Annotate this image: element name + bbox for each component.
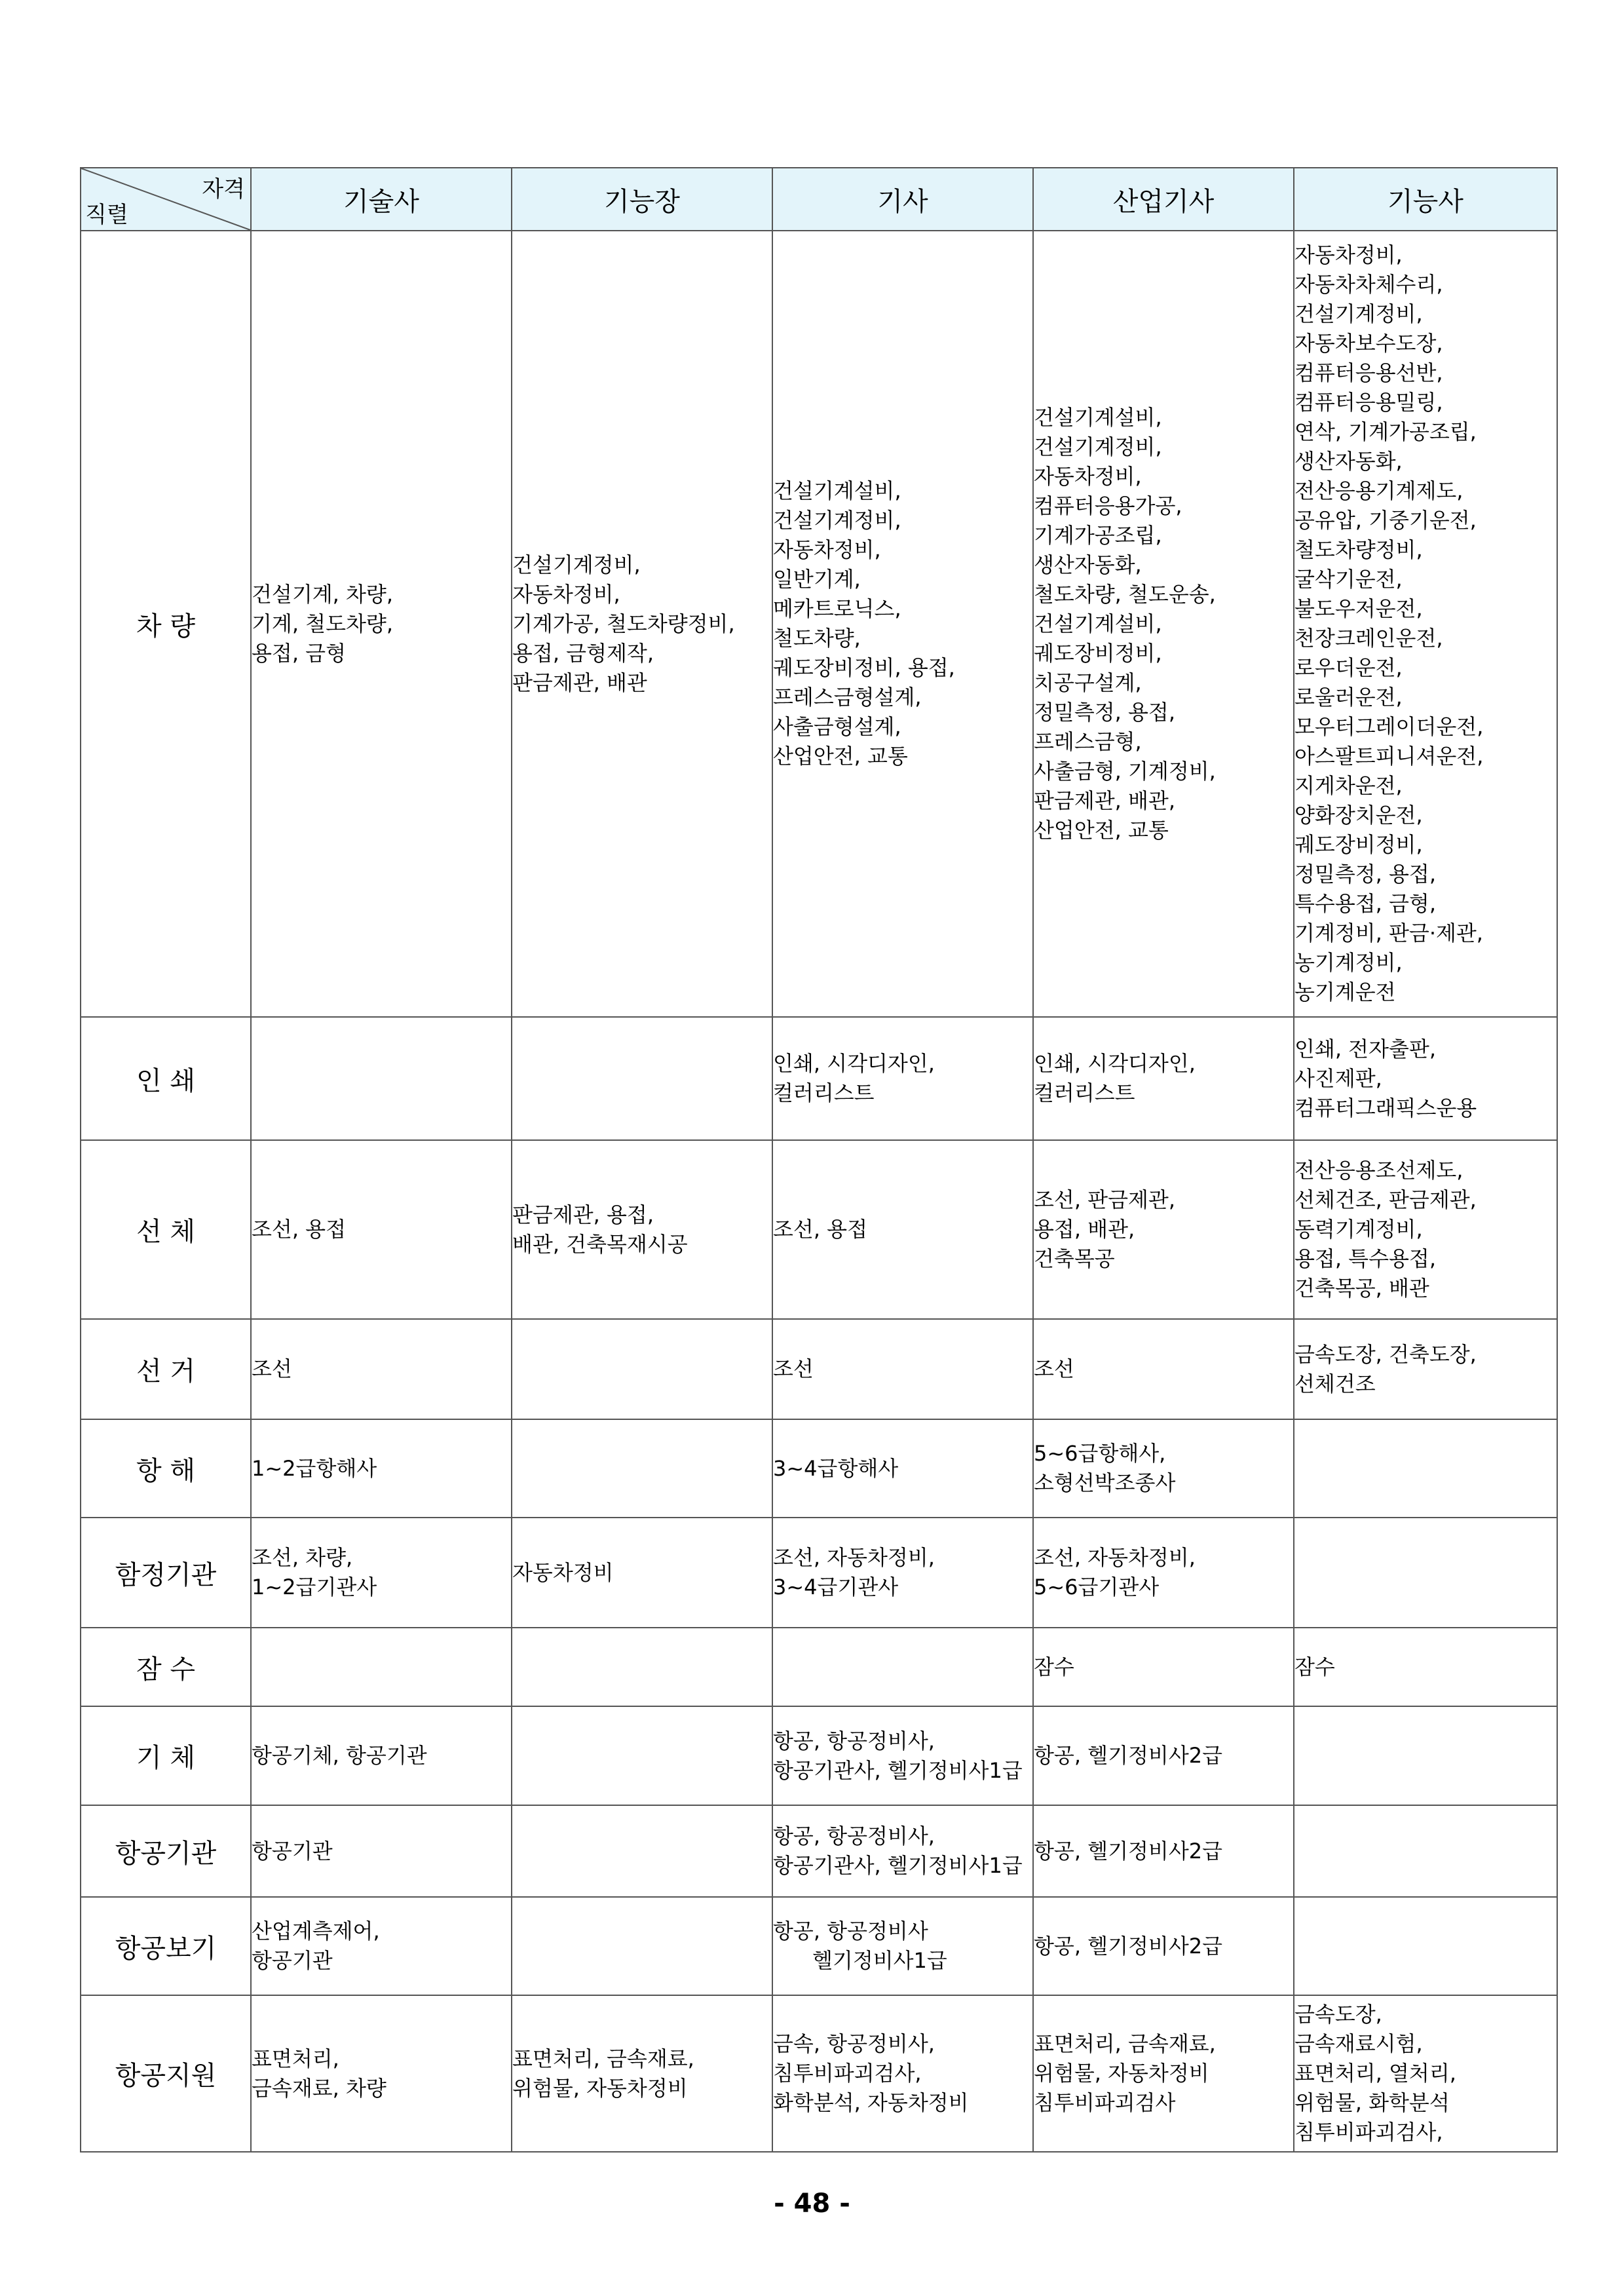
cell-line: 전산응용기계제도,: [1294, 478, 1463, 503]
cell-line: 컴퓨터그래픽스운용: [1294, 1095, 1477, 1120]
cell-line: 위험물, 화학분석: [1294, 2090, 1450, 2115]
qualification-table: [80, 167, 1558, 2152]
table-row: [81, 1140, 1557, 1319]
row-header: 항공기관: [81, 1805, 251, 1897]
cell-line: 금속도장,: [1294, 2002, 1382, 2027]
cell-line: 건설기계정비,: [512, 552, 641, 577]
cell-line: 조선, 판금제관,: [1034, 1187, 1175, 1212]
table-row: [81, 1897, 1557, 1995]
table-cell: [512, 1805, 772, 1897]
table-cell: [251, 1017, 512, 1140]
cell-line: 침투비파괴검사,: [1294, 2120, 1443, 2145]
cell-line: 사출금형, 기계정비,: [1034, 758, 1216, 784]
cell-line: 공유압, 기중기운전,: [1294, 508, 1477, 533]
table-cell: [512, 1419, 772, 1518]
row-header: 차 량: [81, 231, 251, 1017]
table-cell: [772, 231, 1033, 1017]
cell-line: 자동차정비,: [512, 581, 620, 607]
cell-line: 판금제관, 배관: [512, 670, 647, 695]
table-row: [81, 1805, 1557, 1897]
table-cell: [1294, 1805, 1557, 1897]
table-cell: [512, 1995, 772, 2152]
cell-line: 불도우저운전,: [1294, 596, 1423, 621]
table-cell: [1294, 1995, 1557, 2152]
cell-line: 정밀측정, 용접,: [1294, 862, 1436, 887]
table-row: [81, 231, 1557, 1017]
table-cell: [772, 1319, 1033, 1419]
header-row: [81, 168, 1557, 231]
table-row: [81, 1995, 1557, 2152]
cell-line: 지게차운전,: [1294, 773, 1403, 798]
cell-line: 연삭, 기계가공조립,: [1294, 419, 1477, 444]
table-cell: [1033, 1995, 1294, 2152]
cell-line: 배관, 건축목재시공: [512, 1231, 688, 1257]
cell-line: 위험물, 자동차정비: [512, 2075, 688, 2101]
cell-line: 생산자동화,: [1034, 552, 1142, 577]
cell-line: 건축목공, 배관: [1294, 1276, 1429, 1301]
cell-line: 조선: [252, 1356, 292, 1381]
table-cell: [772, 1628, 1033, 1706]
cell-line: 표면처리, 금속재료,: [1034, 2031, 1216, 2056]
column-header: 기술사: [251, 168, 512, 231]
cell-line: 궤도장비정비,: [1034, 640, 1162, 666]
cell-line: 건축목공: [1034, 1246, 1115, 1271]
table-cell: [251, 1706, 512, 1805]
cell-line: 컴퓨터응용가공,: [1034, 493, 1182, 518]
table-cell: [1294, 1706, 1557, 1805]
cell-line: 3~4급항해사: [773, 1455, 899, 1481]
cell-line: 5~6급기관사: [1034, 1575, 1160, 1599]
cell-line: 조선: [773, 1356, 814, 1381]
cell-line: 인쇄, 시각디자인,: [1034, 1051, 1196, 1076]
cell-line: 인쇄, 전자출판,: [1294, 1036, 1436, 1062]
cell-line: 항공, 헬기정비사2급: [1034, 1933, 1222, 1959]
cell-line: 전산응용조선제도,: [1294, 1158, 1463, 1183]
cell-line: 잠수: [1034, 1654, 1074, 1679]
cell-line: 양화장치운전,: [1294, 803, 1423, 828]
corner-header-cell: [81, 168, 251, 231]
page-number: - 48 -: [774, 2189, 850, 2219]
cell-line: 항공기체, 항공기관: [252, 1743, 427, 1768]
row-header: 항 해: [81, 1419, 251, 1518]
cell-line: 자동차정비,: [1294, 242, 1403, 267]
table-cell: [1033, 1518, 1294, 1628]
cell-line: 로울러운전,: [1294, 685, 1403, 710]
table-cell: [251, 1140, 512, 1319]
cell-line: 산업계측제어,: [252, 1919, 380, 1943]
cell-line: 항공기관: [252, 1948, 333, 1973]
cell-line: 표면처리, 금속재료,: [512, 2046, 694, 2071]
table-body: [81, 231, 1557, 2152]
table-cell: [772, 1140, 1033, 1319]
cell-line: 건설기계설비,: [1034, 611, 1162, 636]
cell-line: 기계정비, 판금·제관,: [1294, 921, 1483, 946]
cell-line: 농기계운전: [1294, 980, 1396, 1004]
cell-line: 표면처리,: [252, 2046, 339, 2071]
cell-line: 컬러리스트: [773, 1081, 875, 1105]
table-cell: [772, 1017, 1033, 1140]
cell-line: 1~2급기관사: [252, 1575, 377, 1599]
cell-line: 금속재료, 차량: [252, 2075, 387, 2101]
table-cell: [1294, 231, 1557, 1017]
cell-line: 조선, 차량,: [252, 1545, 353, 1570]
table-cell: [772, 1518, 1033, 1628]
cell-line: 로우더운전,: [1294, 655, 1403, 680]
cell-line: 산업안전, 교통: [1034, 817, 1169, 843]
cell-line: 용접, 배관,: [1034, 1217, 1135, 1242]
table-cell: [772, 1897, 1033, 1995]
cell-line: 철도차량정비,: [1294, 537, 1423, 562]
column-header: 기능사: [1294, 168, 1557, 231]
cell-line: 메카트로닉스,: [773, 596, 901, 621]
cell-line: 위험물, 자동차정비: [1034, 2061, 1209, 2086]
cell-line: 산업안전, 교통: [773, 744, 908, 769]
column-header: 기능장: [512, 168, 772, 231]
cell-line: 용접, 금형: [252, 640, 346, 666]
table-row: [81, 1419, 1557, 1518]
table-cell: [512, 1140, 772, 1319]
cell-line: 굴삭기운전,: [1294, 567, 1403, 592]
table-cell: [1033, 1706, 1294, 1805]
table-cell: [1033, 1628, 1294, 1706]
cell-line: 선체건조: [1294, 1371, 1376, 1396]
row-header: 잠 수: [81, 1628, 251, 1706]
table-cell: [512, 231, 772, 1017]
table-cell: [251, 1995, 512, 2152]
cell-line: 금속도장, 건축도장,: [1294, 1341, 1477, 1367]
cell-line: 침투비파괴검사: [1034, 2090, 1176, 2115]
cell-line: 컴퓨터응용밀링,: [1294, 390, 1443, 415]
cell-line: 건설기계정비,: [1034, 434, 1162, 459]
cell-line: 프레스금형설계,: [773, 685, 922, 710]
table-row: [81, 1017, 1557, 1140]
cell-line: 정밀측정, 용접,: [1034, 699, 1175, 725]
table-cell: [772, 1995, 1033, 2152]
cell-line: 프레스금형,: [1034, 729, 1142, 754]
table-cell: [1033, 1140, 1294, 1319]
cell-line: 건설기계설비,: [1034, 404, 1162, 430]
row-header: 선 거: [81, 1319, 251, 1419]
table-cell: [1294, 1518, 1557, 1628]
cell-line: 조선, 자동차정비,: [773, 1545, 935, 1570]
cell-line: 자동차정비: [512, 1559, 614, 1585]
cell-line: 1~2급항해사: [252, 1455, 377, 1481]
cell-line: 항공, 항공정비사: [773, 1919, 928, 1943]
cell-line: 자동차보수도장,: [1294, 331, 1443, 356]
table-row: [81, 1706, 1557, 1805]
cell-line: 기계, 철도차량,: [252, 611, 393, 636]
cell-line: 용접, 특수용접,: [1294, 1246, 1436, 1271]
cell-line: 항공기관사, 헬기정비사1급: [773, 1853, 1023, 1878]
row-header: 항공보기: [81, 1897, 251, 1995]
cell-line: 자동차정비,: [1034, 463, 1142, 489]
cell-line: 철도차량,: [773, 626, 861, 651]
table-cell: [512, 1017, 772, 1140]
cell-line: 인쇄, 시각디자인,: [773, 1051, 935, 1076]
table-cell: [251, 1518, 512, 1628]
cell-line: 잠수: [1294, 1654, 1335, 1679]
cell-line: 항공기관사, 헬기정비사1급: [773, 1757, 1023, 1783]
cell-line: 일반기계,: [773, 567, 861, 592]
cell-line: 기계가공조립,: [1034, 522, 1162, 548]
table-cell: [1033, 1319, 1294, 1419]
table-cell: [772, 1706, 1033, 1805]
table-cell: [512, 1518, 772, 1628]
cell-line: 건설기계정비,: [773, 508, 901, 533]
cell-line: 5~6급항해사,: [1034, 1441, 1166, 1466]
table-cell: [772, 1419, 1033, 1518]
row-header: 인 쇄: [81, 1017, 251, 1140]
cell-line: 항공기관: [252, 1838, 333, 1864]
cell-line: 조선, 자동차정비,: [1034, 1545, 1196, 1570]
cell-line: 사출금형설계,: [773, 714, 901, 739]
row-header: 항공지원: [81, 1995, 251, 2152]
row-header: 선 체: [81, 1140, 251, 1319]
cell-line: 헬기정비사1급: [812, 1948, 947, 1973]
cell-line: 소형선박조종사: [1034, 1470, 1176, 1495]
cell-line: 철도차량, 철도운송,: [1034, 581, 1216, 607]
cell-line: 특수용접, 금형,: [1294, 891, 1436, 916]
cell-line: 동력기계정비,: [1294, 1217, 1423, 1242]
table-cell: [772, 1805, 1033, 1897]
cell-line: 선체건조, 판금제관,: [1294, 1187, 1477, 1212]
column-header: 산업기사: [1033, 168, 1294, 231]
cell-line: 모우터그레이더운전,: [1294, 714, 1484, 739]
column-header: 기사: [772, 168, 1033, 231]
table-row: [81, 1319, 1557, 1419]
cell-line: 표면처리, 열처리,: [1294, 2061, 1456, 2086]
table-cell: [1294, 1140, 1557, 1319]
table-cell: [1033, 1805, 1294, 1897]
row-header: 함정기관: [81, 1518, 251, 1628]
cell-line: 판금제관, 용접,: [512, 1202, 654, 1227]
table-cell: [251, 1805, 512, 1897]
cell-line: 천장크레인운전,: [1294, 626, 1443, 651]
cell-line: 3~4급기관사: [773, 1575, 899, 1599]
cell-line: 판금제관, 배관,: [1034, 788, 1175, 813]
table-cell: [1294, 1628, 1557, 1706]
table-cell: [1033, 231, 1294, 1017]
table-cell: [1033, 1017, 1294, 1140]
cell-line: 건설기계설비,: [773, 478, 901, 503]
cell-line: 용접, 금형제작,: [512, 640, 654, 666]
table-cell: [1033, 1897, 1294, 1995]
table-cell: [251, 1319, 512, 1419]
cell-line: 궤도장비정비, 용접,: [773, 655, 955, 680]
cell-line: 궤도장비정비,: [1294, 832, 1423, 857]
table-row: [81, 1628, 1557, 1706]
table-row: [81, 1518, 1557, 1628]
corner-top-label: 자격: [202, 176, 245, 202]
corner-bottom-label: 직렬: [85, 202, 128, 228]
cell-line: 침투비파괴검사,: [773, 2061, 922, 2086]
cell-line: 치공구설계,: [1034, 670, 1142, 695]
table-cell: [1294, 1897, 1557, 1995]
cell-line: 화학분석, 자동차정비: [773, 2090, 969, 2115]
cell-line: 조선: [1034, 1356, 1074, 1381]
cell-line: 항공, 헬기정비사2급: [1034, 1838, 1222, 1864]
table-cell: [251, 231, 512, 1017]
cell-line: 조선, 용접: [773, 1217, 867, 1242]
cell-line: 컬러리스트: [1034, 1081, 1135, 1105]
table-cell: [1033, 1419, 1294, 1518]
table-cell: [512, 1706, 772, 1805]
cell-line: 기계가공, 철도차량정비,: [512, 611, 735, 636]
cell-line: 자동차정비,: [773, 537, 881, 562]
table-cell: [1294, 1419, 1557, 1518]
cell-line: 건설기계정비,: [1294, 301, 1423, 326]
row-header: 기 체: [81, 1706, 251, 1805]
cell-line: 항공, 항공정비사,: [773, 1728, 935, 1753]
table-cell: [251, 1628, 512, 1706]
cell-line: 건설기계, 차량,: [252, 581, 393, 607]
table-cell: [251, 1419, 512, 1518]
cell-line: 항공, 항공정비사,: [773, 1824, 935, 1848]
table-cell: [512, 1319, 772, 1419]
table-cell: [1294, 1319, 1557, 1419]
cell-line: 금속, 항공정비사,: [773, 2031, 935, 2056]
cell-line: 생산자동화,: [1294, 449, 1403, 474]
cell-line: 자동차차체수리,: [1294, 272, 1443, 297]
cell-line: 컴퓨터응용선반,: [1294, 360, 1443, 385]
cell-line: 사진제판,: [1294, 1065, 1382, 1091]
table-cell: [512, 1897, 772, 1995]
cell-line: 항공, 헬기정비사2급: [1034, 1743, 1222, 1768]
cell-line: 조선, 용접: [252, 1217, 346, 1242]
table-cell: [512, 1628, 772, 1706]
cell-line: 아스팔트피니셔운전,: [1294, 744, 1484, 769]
table-cell: [251, 1897, 512, 1995]
cell-line: 농기계정비,: [1294, 950, 1403, 975]
table-cell: [1294, 1017, 1557, 1140]
cell-line: 금속재료시험,: [1294, 2031, 1423, 2056]
